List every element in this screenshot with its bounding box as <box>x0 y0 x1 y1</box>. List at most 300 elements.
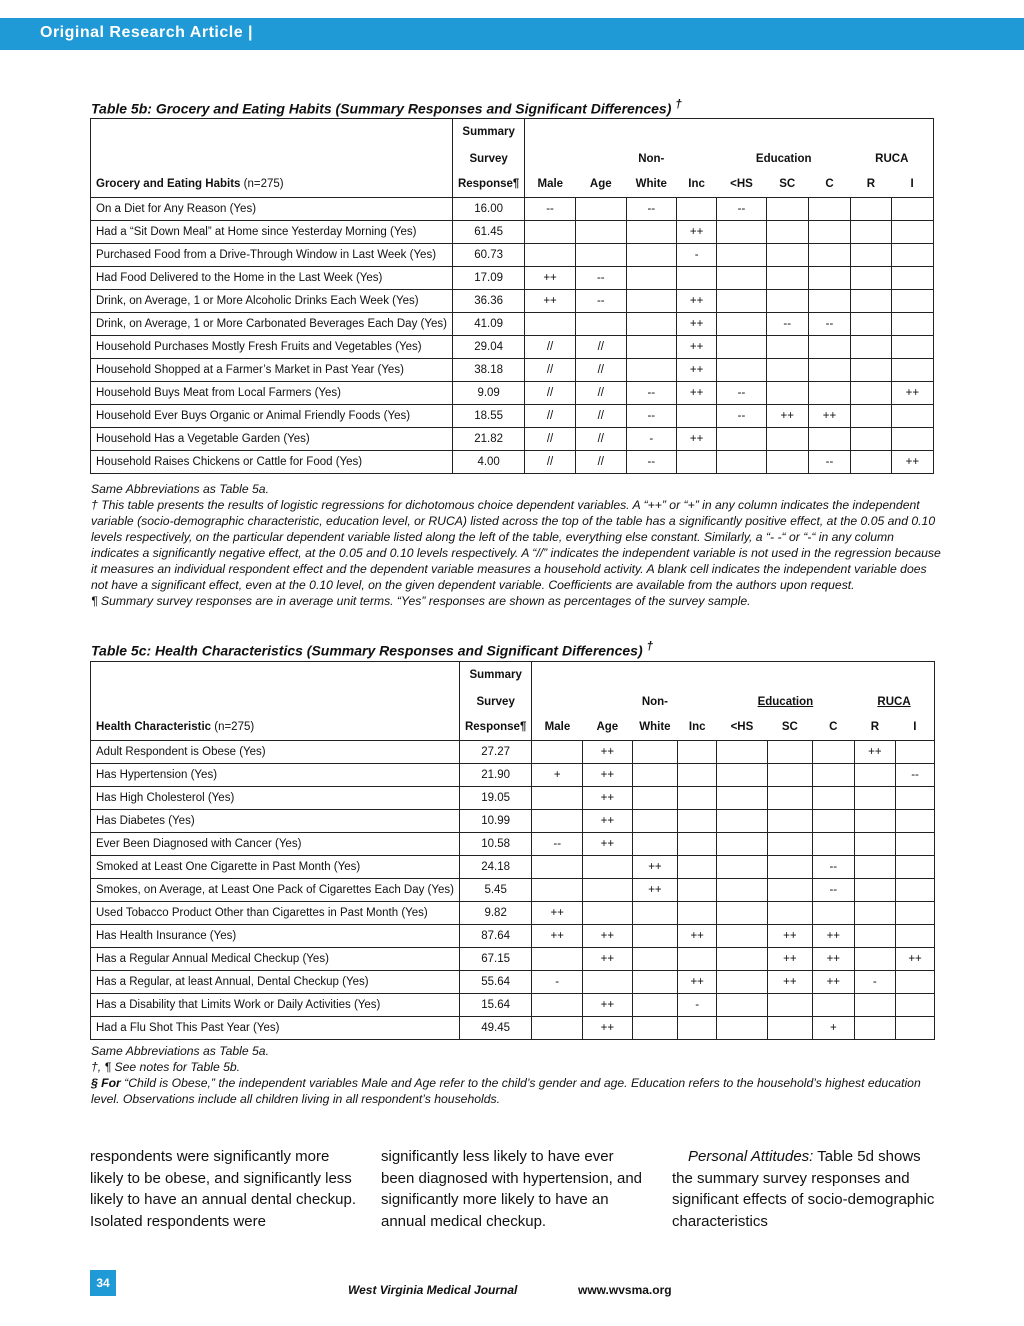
column-header: White <box>632 715 678 741</box>
column-header: I <box>891 172 933 198</box>
row-label: Adult Respondent is Obese (Yes) <box>91 741 460 764</box>
significance-cell <box>808 244 850 267</box>
significance-cell <box>626 221 676 244</box>
significance-cell <box>851 382 892 405</box>
significance-cell <box>717 787 768 810</box>
significance-cell <box>632 902 678 925</box>
significance-cell <box>854 764 896 787</box>
significance-cell: ++ <box>891 451 933 474</box>
significance-cell <box>717 221 766 244</box>
significance-cell <box>767 764 812 787</box>
summary-response-value: 38.18 <box>452 359 524 382</box>
column-header: Age <box>583 715 633 741</box>
significance-cell: -- <box>575 290 626 313</box>
significance-cell <box>854 879 896 902</box>
significance-cell <box>813 833 855 856</box>
significance-cell: -- <box>717 198 766 221</box>
header-ruca: RUCA <box>854 689 934 715</box>
significance-cell <box>896 994 935 1017</box>
significance-cell <box>717 1017 768 1040</box>
significance-cell <box>626 290 676 313</box>
row-label: Has a Regular, at least Annual, Dental Checkup (Yes) <box>91 971 460 994</box>
summary-response-value: 5.45 <box>459 879 531 902</box>
significance-cell <box>767 856 812 879</box>
significance-cell: ++ <box>525 267 575 290</box>
significance-cell <box>717 313 766 336</box>
significance-cell: - <box>532 971 583 994</box>
header-survey: Survey <box>452 146 524 172</box>
significance-cell: -- <box>808 313 850 336</box>
significance-cell <box>626 359 676 382</box>
summary-response-value: 41.09 <box>452 313 524 336</box>
significance-cell <box>891 359 933 382</box>
header-education: Education <box>755 152 812 165</box>
body-column-2: significantly less likely to have ever been diagnosed with hypertension, and significantly more likely to have an annual medical checkup. <box>381 1148 643 1230</box>
significance-cell <box>678 833 717 856</box>
significance-cell <box>632 948 678 971</box>
significance-cell: // <box>525 359 575 382</box>
row-label: Household Ever Buys Organic or Animal Friendly Foods (Yes) <box>91 405 453 428</box>
significance-cell: ++ <box>676 221 717 244</box>
summary-response-value: 60.73 <box>452 244 524 267</box>
note-line: † This table presents the results of logistic regressions for dichotomous choice dependent variables. A “++” or “+” in any column indicates the independent variable (socio-demographic characteristic, education level, or RUCA) listed across the top of the table has a significantly positive effect, at the 0.05 and 0.10 levels respectively, on the particular dependent variable listed along the left of the table, everything else constant. Similarly, a “- -“ or “-“ in any column indicates a significantly negative effect, at the 0.05 and 0.10 levels respectively. A “//” indicates the independent variable is not used in the regression because it measures an individual respondent effect and the dependent variable measures a household activity. A blank cell indicates the independent variable does not have a significant effect, even at the 0.10 level, on the given dependent variable. Coefficients are available from the authors upon request. <box>91 498 941 592</box>
significance-cell: ++ <box>678 925 717 948</box>
table-row <box>91 428 934 451</box>
table-5c-caption: Table 5c: Health Characteristics (Summary Responses and Significant Differences) † <box>91 640 654 659</box>
significance-cell <box>896 902 935 925</box>
significance-cell <box>626 244 676 267</box>
note-line: †, ¶ See notes for Table 5b. <box>91 1060 241 1074</box>
significance-cell: // <box>525 428 575 451</box>
header-response: Response¶ <box>459 715 531 741</box>
significance-cell: // <box>575 336 626 359</box>
significance-cell: ++ <box>891 382 933 405</box>
significance-cell: // <box>575 428 626 451</box>
column-header: Age <box>575 172 626 198</box>
significance-cell: ++ <box>583 810 633 833</box>
significance-cell <box>767 787 812 810</box>
significance-cell <box>717 336 766 359</box>
table-5b-caption: Table 5b: Grocery and Eating Habits (Summary Responses and Significant Differences) † <box>91 98 682 117</box>
significance-cell <box>583 879 633 902</box>
summary-response-value: 21.90 <box>459 764 531 787</box>
summary-response-value: 61.45 <box>452 221 524 244</box>
significance-cell <box>896 810 935 833</box>
significance-cell: ++ <box>532 925 583 948</box>
header-non: Non- <box>641 695 668 708</box>
significance-cell <box>808 382 850 405</box>
column-header: I <box>896 715 935 741</box>
table-row <box>91 787 935 810</box>
row-label: Household Raises Chickens or Cattle for Food (Yes) <box>91 451 453 474</box>
significance-cell <box>896 833 935 856</box>
significance-cell <box>808 267 850 290</box>
significance-cell <box>583 971 633 994</box>
summary-response-value: 49.45 <box>459 1017 531 1040</box>
significance-cell: -- <box>626 382 676 405</box>
row-label: Used Tobacco Product Other than Cigarettes in Past Month (Yes) <box>91 902 460 925</box>
significance-cell <box>891 267 933 290</box>
column-header: R <box>854 715 896 741</box>
column-header: SC <box>766 172 808 198</box>
significance-cell <box>676 405 717 428</box>
significance-cell <box>678 1017 717 1040</box>
significance-cell <box>854 833 896 856</box>
significance-cell <box>767 833 812 856</box>
header-ruca: RUCA <box>851 146 934 172</box>
significance-cell <box>896 925 935 948</box>
significance-cell <box>854 856 896 879</box>
summary-response-value: 18.55 <box>452 405 524 428</box>
table-row <box>91 741 935 764</box>
significance-cell: ++ <box>808 405 850 428</box>
significance-cell <box>678 764 717 787</box>
significance-cell <box>532 948 583 971</box>
significance-cell <box>575 221 626 244</box>
significance-cell <box>626 336 676 359</box>
note-line: § For “Child is Obese,” the independent variables Male and Age refer to the child’s gender and age. Education refers to the household’s highest education level. Observations include all children living in all respondent’s households. <box>91 1076 921 1106</box>
column-header: R <box>851 172 892 198</box>
significance-cell <box>717 267 766 290</box>
significance-cell: ++ <box>583 1017 633 1040</box>
table-row <box>91 405 934 428</box>
banner-title: Original Research Article | <box>40 24 254 41</box>
significance-cell: // <box>575 382 626 405</box>
significance-cell <box>891 290 933 313</box>
significance-cell <box>854 787 896 810</box>
note-line: Same Abbreviations as Table 5a. <box>91 482 269 496</box>
significance-cell: -- <box>808 451 850 474</box>
significance-cell: ++ <box>632 879 678 902</box>
significance-cell <box>532 810 583 833</box>
significance-cell <box>676 198 717 221</box>
significance-cell: -- <box>525 198 575 221</box>
row-label: Drink, on Average, 1 or More Alcoholic Drinks Each Week (Yes) <box>91 290 453 313</box>
table-row <box>91 948 935 971</box>
row-label: Smoked at Least One Cigarette in Past Month (Yes) <box>91 856 460 879</box>
significance-cell: ++ <box>583 994 633 1017</box>
significance-cell: // <box>525 405 575 428</box>
significance-cell <box>717 741 768 764</box>
column-header: SC <box>767 715 812 741</box>
significance-cell: - <box>854 971 896 994</box>
summary-response-value: 29.04 <box>452 336 524 359</box>
summary-response-value: 24.18 <box>459 856 531 879</box>
significance-cell: ++ <box>583 741 633 764</box>
significance-cell: - <box>626 428 676 451</box>
table-5c: Summary Survey Non- Education RUCA Health Characteristic (n=275) Response¶ Male Age White Inc <HS SC C R I Adult Respondent is Obese (Yes) 27.27 ++ ++ Has Hypertension (Yes) 21.90 + ++ -- Has High Cholesterol (Yes) 19.05 ++ Has Diabetes (Yes) 10.99 ++ Ever Been Diagnosed with Cancer (Yes) 10.58 -- ++ Smoked at Least One Cigarette in Past Month (Yes) 24.18 ++ -- Smokes, on Average, at Least One Pack of Cigarettes Each Day (Yes) 5.45 ++ -- Used Tobacco Product Other than Cigarettes in Past Month (Yes) 9.82 ++ Has Health Insurance (Yes) 87.64 ++ ++ ++ ++ ++ Has a Regular Annual Medical Checkup (Yes) 67.15 ++ ++ ++ ++ Has a Regular, at least Annual, Dental Checkup (Yes) 55.64 - ++ ++ ++ - Has a Disability that Limits Work or Daily Activities (Yes) 15.64 ++ - Had a Flu Shot This Past Year (Yes) 49.45 ++ + <box>90 661 935 1040</box>
significance-cell: ++ <box>767 971 812 994</box>
table-row <box>91 764 935 787</box>
significance-cell <box>717 994 768 1017</box>
significance-cell: ++ <box>583 787 633 810</box>
table-row <box>91 810 935 833</box>
significance-cell <box>854 925 896 948</box>
significance-cell <box>632 741 678 764</box>
header-education: Education <box>757 695 814 708</box>
table-row <box>91 267 934 290</box>
significance-cell <box>766 198 808 221</box>
significance-cell: // <box>575 359 626 382</box>
significance-cell <box>632 764 678 787</box>
significance-cell <box>851 244 892 267</box>
significance-cell <box>717 971 768 994</box>
significance-cell: ++ <box>767 948 812 971</box>
summary-response-value: 10.99 <box>459 810 531 833</box>
significance-cell <box>896 879 935 902</box>
table-5b: Summary Survey Non- Education RUCA Grocery and Eating Habits (n=275) Response¶ Male Age White Inc <HS SC C R I On a Diet for Any Reason (Yes) 16.00 -- -- -- Had a “Sit Down Meal” at Home since Yesterday Morning (Yes) 61.45 ++ Purchased Food from a Drive-Through Window in Last Week (Yes) 60.73 - Had Food Delivered to the Home in the Last Week (Yes) 17.09 ++ -- Drink, on Average, 1 or More Alcoholic Drinks Each Week (Yes) 36.36 ++ -- ++ Drink, on Average, 1 or More Carbonated Beverages Each Day (Yes) 41.09 ++ -- -- Household Purchases Mostly Fresh Fruits and Vegetables (Yes) 29.04 // // ++ Household Shopped at a Farmer’s Market in Past Year (Yes) 38.18 // // ++ Household Buys Meat from Local Farmers (Yes) 9.09 // // -- ++ -- ++ Household Ever Buys Organic or Animal Friendly Foods (Yes) 18.55 // // -- -- ++ ++ Household Has a Vegetable Garden (Yes) 21.82 // // - ++ Household Raises Chickens or Cattle for Food (Yes) 4.00 // // -- -- ++ <box>90 118 934 474</box>
row-label: Has a Disability that Limits Work or Daily Activities (Yes) <box>91 994 460 1017</box>
significance-cell <box>575 244 626 267</box>
significance-cell <box>717 879 768 902</box>
significance-cell: ++ <box>583 833 633 856</box>
significance-cell <box>678 948 717 971</box>
significance-cell <box>851 267 892 290</box>
row-label: Purchased Food from a Drive-Through Window in Last Week (Yes) <box>91 244 453 267</box>
row-label: Household Shopped at a Farmer’s Market in Past Year (Yes) <box>91 359 453 382</box>
significance-cell <box>717 902 768 925</box>
significance-cell: -- <box>766 313 808 336</box>
significance-cell <box>717 833 768 856</box>
table-row <box>91 290 934 313</box>
table-row <box>91 971 935 994</box>
row-label: Smokes, on Average, at Least One Pack of Cigarettes Each Day (Yes) <box>91 879 460 902</box>
table-row <box>91 879 935 902</box>
summary-response-value: 17.09 <box>452 267 524 290</box>
significance-cell: -- <box>626 198 676 221</box>
significance-cell <box>678 810 717 833</box>
summary-response-value: 4.00 <box>452 451 524 474</box>
significance-cell: - <box>678 994 717 1017</box>
significance-cell <box>717 359 766 382</box>
significance-cell: -- <box>532 833 583 856</box>
significance-cell <box>717 451 766 474</box>
table-row <box>91 198 934 221</box>
table-5b-notes <box>91 481 941 609</box>
significance-cell <box>676 267 717 290</box>
significance-cell <box>525 244 575 267</box>
significance-cell <box>851 198 892 221</box>
section-banner <box>0 18 1024 50</box>
journal-url: www.wvsma.org <box>578 1283 672 1297</box>
significance-cell <box>808 428 850 451</box>
table-row <box>91 313 934 336</box>
significance-cell <box>851 405 892 428</box>
significance-cell: ++ <box>766 405 808 428</box>
summary-response-value: 19.05 <box>459 787 531 810</box>
significance-cell <box>766 382 808 405</box>
significance-cell <box>813 741 855 764</box>
significance-cell <box>896 971 935 994</box>
significance-cell <box>813 810 855 833</box>
header-summary: Summary <box>459 662 531 689</box>
significance-cell <box>626 313 676 336</box>
header-non: Non- <box>638 152 665 165</box>
table-row <box>91 221 934 244</box>
significance-cell <box>813 902 855 925</box>
column-header: <HS <box>717 715 768 741</box>
significance-cell <box>717 856 768 879</box>
table-row <box>91 451 934 474</box>
row-label: Drink, on Average, 1 or More Carbonated Beverages Each Day (Yes) <box>91 313 453 336</box>
row-label: Has Diabetes (Yes) <box>91 810 460 833</box>
header-survey: Survey <box>459 689 531 715</box>
header-response: Response¶ <box>452 172 524 198</box>
row-label: On a Diet for Any Reason (Yes) <box>91 198 453 221</box>
significance-cell: ++ <box>854 741 896 764</box>
significance-cell: ++ <box>676 336 717 359</box>
significance-cell: ++ <box>813 971 855 994</box>
row-label: Had a Flu Shot This Past Year (Yes) <box>91 1017 460 1040</box>
body-column-1: respondents were significantly more likely to be obese, and significantly less likely to have an annual dental checkup. Isolated respondents were <box>90 1148 357 1230</box>
significance-cell <box>813 787 855 810</box>
significance-cell <box>813 994 855 1017</box>
table-row <box>91 994 935 1017</box>
row-label: Had Food Delivered to the Home in the Last Week (Yes) <box>91 267 453 290</box>
significance-cell: // <box>525 451 575 474</box>
row-label: Has High Cholesterol (Yes) <box>91 787 460 810</box>
table-row <box>91 1017 935 1040</box>
significance-cell <box>678 787 717 810</box>
significance-cell <box>766 267 808 290</box>
row-label: Ever Been Diagnosed with Cancer (Yes) <box>91 833 460 856</box>
significance-cell <box>854 902 896 925</box>
row-label: Has a Regular Annual Medical Checkup (Yes) <box>91 948 460 971</box>
significance-cell <box>525 313 575 336</box>
significance-cell <box>717 428 766 451</box>
row-label: Had a “Sit Down Meal” at Home since Yesterday Morning (Yes) <box>91 221 453 244</box>
column-header: Inc <box>678 715 717 741</box>
column-header: Male <box>525 172 575 198</box>
row-label: Household Buys Meat from Local Farmers (Yes) <box>91 382 453 405</box>
significance-cell <box>891 405 933 428</box>
column-header: C <box>813 715 855 741</box>
significance-cell <box>767 1017 812 1040</box>
significance-cell: -- <box>717 382 766 405</box>
significance-cell <box>532 856 583 879</box>
significance-cell: + <box>813 1017 855 1040</box>
significance-cell <box>678 879 717 902</box>
significance-cell: ++ <box>676 313 717 336</box>
significance-cell <box>808 290 850 313</box>
significance-cell: -- <box>575 267 626 290</box>
significance-cell <box>767 810 812 833</box>
table-row <box>91 902 935 925</box>
significance-cell <box>766 244 808 267</box>
row-label: Household Has a Vegetable Garden (Yes) <box>91 428 453 451</box>
significance-cell <box>767 741 812 764</box>
summary-response-value: 27.27 <box>459 741 531 764</box>
significance-cell: - <box>676 244 717 267</box>
significance-cell <box>854 948 896 971</box>
significance-cell <box>632 833 678 856</box>
significance-cell <box>532 994 583 1017</box>
significance-cell <box>717 925 768 948</box>
significance-cell <box>632 971 678 994</box>
significance-cell <box>676 451 717 474</box>
significance-cell: ++ <box>676 290 717 313</box>
table-5c-notes <box>91 1043 941 1107</box>
table-row <box>91 382 934 405</box>
significance-cell <box>767 879 812 902</box>
significance-cell: // <box>575 405 626 428</box>
significance-cell <box>896 741 935 764</box>
table-row <box>91 925 935 948</box>
significance-cell <box>583 856 633 879</box>
table-row <box>91 359 934 382</box>
significance-cell <box>575 313 626 336</box>
significance-cell: ++ <box>525 290 575 313</box>
summary-response-value: 87.64 <box>459 925 531 948</box>
significance-cell <box>525 221 575 244</box>
significance-cell: + <box>532 764 583 787</box>
page-number: 34 <box>90 1270 116 1296</box>
body-column-3: Personal Attitudes: Table 5d shows the summary survey responses and significant effects of socio-demographic characteristics <box>672 1148 935 1230</box>
significance-cell <box>717 290 766 313</box>
journal-name: West Virginia Medical Journal <box>348 1283 518 1297</box>
significance-cell <box>678 856 717 879</box>
significance-cell: // <box>575 451 626 474</box>
significance-cell <box>575 198 626 221</box>
significance-cell <box>851 451 892 474</box>
column-header: Inc <box>676 172 717 198</box>
significance-cell <box>851 359 892 382</box>
summary-response-value: 15.64 <box>459 994 531 1017</box>
significance-cell <box>851 336 892 359</box>
significance-cell: ++ <box>583 764 633 787</box>
summary-response-value: 9.82 <box>459 902 531 925</box>
significance-cell <box>851 428 892 451</box>
column-header: Male <box>532 715 583 741</box>
significance-cell <box>632 994 678 1017</box>
significance-cell <box>717 244 766 267</box>
significance-cell <box>851 221 892 244</box>
summary-response-value: 21.82 <box>452 428 524 451</box>
significance-cell <box>896 787 935 810</box>
significance-cell: -- <box>626 405 676 428</box>
significance-cell <box>808 198 850 221</box>
significance-cell: -- <box>626 451 676 474</box>
significance-cell: ++ <box>676 359 717 382</box>
significance-cell <box>632 925 678 948</box>
significance-cell <box>766 359 808 382</box>
header-summary: Summary <box>452 119 524 146</box>
significance-cell: // <box>525 336 575 359</box>
significance-cell <box>896 856 935 879</box>
significance-cell <box>891 198 933 221</box>
significance-cell: // <box>525 382 575 405</box>
summary-response-value: 36.36 <box>452 290 524 313</box>
significance-cell <box>854 994 896 1017</box>
significance-cell: ++ <box>813 948 855 971</box>
row-label: Has Hypertension (Yes) <box>91 764 460 787</box>
significance-cell <box>678 902 717 925</box>
significance-cell <box>808 336 850 359</box>
significance-cell: ++ <box>632 856 678 879</box>
significance-cell <box>532 787 583 810</box>
significance-cell <box>766 336 808 359</box>
significance-cell: ++ <box>583 948 633 971</box>
significance-cell: ++ <box>676 382 717 405</box>
table-row <box>91 856 935 879</box>
significance-cell <box>532 1017 583 1040</box>
significance-cell <box>632 810 678 833</box>
row-label: Has Health Insurance (Yes) <box>91 925 460 948</box>
significance-cell <box>851 290 892 313</box>
significance-cell: -- <box>813 856 855 879</box>
significance-cell <box>891 313 933 336</box>
significance-cell <box>766 290 808 313</box>
